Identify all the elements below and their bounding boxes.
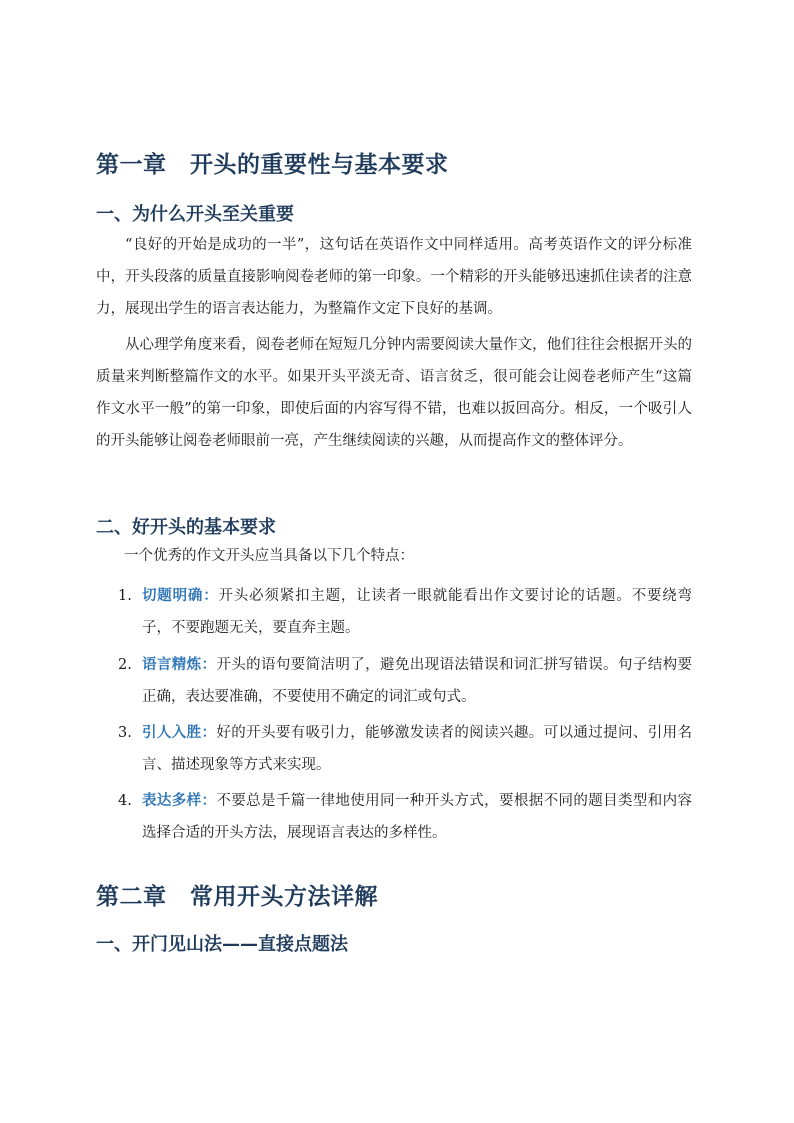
paragraph-1: “良好的开始是成功的一半”，这句话在英语作文中同样适用。高考英语作文的评分标准中，开头段落的质量直接影响阅卷老师的第一印象。一个精彩的开头能够迅速抓住读者的注意力，展现出学生的语言表达能力，为整篇作文定下良好的基调。 <box>96 237 692 317</box>
list-item-3 <box>118 717 692 781</box>
list-item-text: 开头必须紧扣主题，让读者一眼就能看出作文要讨论的话题。不要绕弯子，不要跑题无关，要直奔主题。 <box>142 588 692 636</box>
list-item-text: 好的开头要有吸引力，能够激发读者的阅读兴趣。可以通过提问、引用名言、描述现象等方式来实现。 <box>142 725 692 773</box>
list-item-text: 不要总是千篇一律地使用同一种开头方式，要根据不同的题目类型和内容选择合适的开头方法，展现语言表达的多样性。 <box>142 793 692 841</box>
list-item-number: 1. <box>118 588 132 604</box>
list-item-number: 4. <box>118 793 132 809</box>
list-item-text: 开头的语句要简洁明了，避免出现语法错误和词汇拼写错误。句子结构要正确，表达要准确，不要使用不确定的词汇或句式。 <box>142 657 692 705</box>
section-2-title: 二、好开头的基本要求 <box>96 517 276 538</box>
list-item-keyword: 语言精炼： <box>142 657 217 673</box>
chapter-1-title: 第一章 开头的重要性与基本要求 <box>96 152 449 178</box>
list-item-number: 3. <box>118 725 132 741</box>
list-item-4 <box>118 785 692 849</box>
list-item-1 <box>118 580 692 644</box>
list-item-2 <box>118 649 692 713</box>
list-item-keyword: 引人入胜： <box>142 725 217 741</box>
list-item-keyword: 切题明确： <box>142 588 219 604</box>
chapter-2-section-1-title: 一、开门见山法——直接点题法 <box>96 934 348 955</box>
section-1-title: 一、为什么开头至关重要 <box>96 204 294 225</box>
paragraph-2: 从心理学角度来看，阅卷老师在短短几分钟内需要阅读大量作文，他们往往会根据开头的质量来判断整篇作文的水平。如果开头平淡无奇、语言贫乏，很可能会让阅卷老师产生“这篇作文水平一般”的第一印象，即使后面的内容写得不错，也难以扳回高分。相反，一个吸引人的开头能够让阅卷老师眼前一亮，产生继续阅读的兴趣，从而提高作文的整体评分。 <box>96 337 692 449</box>
list-item-keyword: 表达多样： <box>142 793 217 809</box>
list-item-number: 2. <box>118 657 132 673</box>
section-2-lead: 一个优秀的作文开头应当具备以下几个特点： <box>124 548 414 564</box>
chapter-2-title: 第二章 常用开头方法详解 <box>96 884 378 910</box>
